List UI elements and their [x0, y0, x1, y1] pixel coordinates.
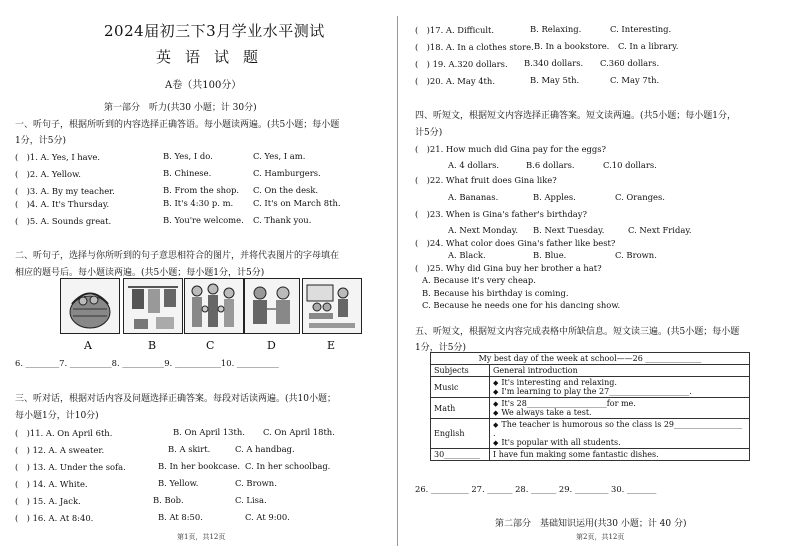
question-19-option-b: B.340 dollars. — [524, 58, 584, 68]
intro-cell — [490, 398, 750, 419]
intro-cell — [490, 377, 750, 398]
intro-line: We always take a test. — [501, 408, 592, 417]
table-header-row — [431, 365, 750, 377]
table-row — [431, 419, 750, 449]
picture-b-clothes — [123, 278, 183, 334]
part2-heading: 第二部分 基础知识运用(共30 小题；计 40 分) — [495, 519, 687, 529]
question-24: ( )24. What color does Gina's father like best? — [415, 238, 616, 248]
question-15-option-b: B. Bob. — [153, 495, 184, 505]
question-25-option-a: A. Because it's very cheap. — [422, 275, 536, 285]
question-11-option-c: C. On April 18th. — [263, 427, 335, 437]
question-21-option-b: B.6 dollars. — [526, 160, 575, 170]
table-row — [431, 449, 750, 461]
intro-line: It's interesting and relaxing. — [501, 378, 617, 387]
exam-subtitle: 英语试题 — [156, 48, 273, 66]
table-row — [431, 377, 750, 398]
question-2-option-c: C. Hamburgers. — [253, 168, 321, 178]
question-25-option-b: B. Because his birthday is coming. — [422, 288, 569, 298]
question-14-option-b: B. Yellow. — [158, 478, 199, 488]
intro-line: It's popular with all students. — [501, 438, 621, 447]
subject-cell: Math — [431, 398, 490, 419]
picture-label-e: E — [327, 339, 336, 352]
question-25-option-c: C. Because he needs one for his dancing show. — [422, 300, 621, 310]
best-day-table — [430, 352, 750, 461]
picture-label-b: B — [148, 339, 157, 352]
diamond-bullet-icon: ◆ — [493, 409, 499, 417]
question-18-option-c: C. In a library. — [618, 41, 679, 51]
question-23-option-a: A. Next Monday. — [448, 225, 519, 235]
paper-a-label: A卷（共100分） — [165, 80, 242, 91]
question-1-option-b: B. Yes, I do. — [163, 151, 213, 161]
question-2-option-b: B. Chinese. — [163, 168, 212, 178]
question-14: ( ) 14. A. White. — [15, 479, 88, 489]
question-14-option-c: C. Brown. — [235, 478, 277, 488]
question-5: ( )5. A. Sounds great. — [15, 216, 112, 226]
left-page — [0, 0, 396, 560]
sec3-instruction: 三、听对话，根据对话内容及问题选择正确答案。每段对话读两遍。(共10小题； — [15, 394, 336, 404]
intro-cell: I have fun making some fantastic dishes. — [490, 449, 750, 461]
picture-label-c: C — [206, 339, 215, 352]
question-21: ( )21. How much did Gina pay for the eggs? — [415, 144, 607, 154]
sec4-instruction-cont: 计5分) — [415, 128, 443, 138]
question-24-option-b: B. Blue. — [533, 250, 567, 260]
picture-d-people — [244, 278, 300, 334]
question-22: ( )22. What fruit does Gina like? — [415, 175, 557, 185]
question-13: ( ) 13. A. Under the sofa. — [15, 462, 126, 472]
picture-c-family — [184, 278, 244, 334]
answer-blanks-26-30[interactable]: 26. _________ 27. ______ 28. ______ 29. ________ 30. _______ — [415, 484, 657, 494]
question-20-option-b: B. May 5th. — [530, 75, 580, 85]
picture-label-a: A — [84, 339, 92, 352]
question-23-option-c: C. Next Friday. — [628, 225, 692, 235]
question-17: ( )17. A. Difficult. — [415, 25, 495, 35]
table-title: My best day of the week at school——26 ______________ — [431, 353, 750, 365]
diamond-bullet-icon: ◆ — [493, 439, 499, 447]
question-21-option-c: C.10 dollars. — [603, 160, 657, 170]
intro-line[interactable]: I'm learning to play the 27____________________. — [501, 387, 692, 396]
table-title-row — [431, 353, 750, 365]
question-17-option-b: B. Relaxing. — [530, 24, 582, 34]
intro-line[interactable]: It's 28____________________for me. — [501, 399, 636, 408]
question-23-option-b: B. Next Tuesday. — [533, 225, 605, 235]
exam-title: 2024届初三下3月学业水平测试 — [104, 22, 325, 40]
question-21-option-a: A. 4 dollars. — [448, 160, 500, 170]
sec2-instruction-cont: 相应的题号后。每小题读两遍。(共5小题；每小题1分，计5分) — [15, 268, 265, 278]
question-13-option-c: C. In her schoolbag. — [245, 461, 331, 471]
diamond-bullet-icon: ◆ — [493, 421, 499, 429]
question-20-option-c: C. May 7th. — [610, 75, 660, 85]
sec3-instruction-cont: 每小题1分，计10分) — [15, 411, 99, 421]
page-footer-left: 第1页，共12页 — [177, 533, 226, 541]
question-22-option-c: C. Oranges. — [615, 192, 665, 202]
diamond-bullet-icon: ◆ — [493, 400, 499, 408]
question-3: ( )3. A. By my teacher. — [15, 186, 115, 196]
question-23: ( )23. When is Gina's father's birthday? — [415, 209, 588, 219]
answer-blanks-6-10[interactable]: 6. ________7. __________8. __________9. ___________10. __________ — [15, 358, 279, 368]
question-1-option-c: C. Yes, I am. — [253, 151, 306, 161]
question-17-option-c: C. Interesting. — [610, 24, 672, 34]
table-header-subjects: Subjects — [431, 365, 490, 377]
subject-blank-30[interactable]: 30_________ — [431, 449, 490, 461]
question-4-option-b: B. It's 4:30 p. m. — [163, 198, 234, 208]
question-12-option-c: C. A handbag. — [235, 444, 295, 454]
question-24-option-c: C. Brown. — [615, 250, 657, 260]
question-3-option-b: B. From the shop. — [163, 185, 240, 195]
question-5-option-b: B. You're welcome. — [163, 215, 244, 225]
question-13-option-b: B. In her bookcase. — [158, 461, 240, 471]
question-19-option-c: C.360 dollars. — [600, 58, 660, 68]
sec2-instruction: 二、听句子，选择与你所听到的句子意思相符合的图片，并将代表图片的字母填在 — [15, 251, 340, 261]
question-1: ( )1. A. Yes, I have. — [15, 152, 101, 162]
sec4-instruction: 四、听短文，根据短文内容选择正确答案。短文读两遍。(共5小题；每小题1分， — [415, 111, 736, 121]
question-18-option-b: B. In a bookstore. — [534, 41, 610, 51]
subject-cell: English — [431, 419, 490, 449]
question-19: ( ) 19. A.320 dollars. — [415, 59, 508, 69]
question-2: ( )2. A. Yellow. — [15, 169, 81, 179]
question-11: ( )11. A. On April 6th. — [15, 428, 113, 438]
question-22-option-b: B. Apples. — [533, 192, 576, 202]
question-16-option-c: C. At 9:00. — [245, 512, 290, 522]
question-15-option-c: C. Lisa. — [235, 495, 267, 505]
question-15: ( ) 15. A. Jack. — [15, 496, 81, 506]
question-20: ( )20. A. May 4th. — [415, 76, 495, 86]
sec1-instruction: 一、听句子，根据所听到的内容选择正确答语。每小题读两遍。(共5小题；每小题 — [15, 120, 340, 130]
sec5-instruction-cont: 1分，计5分) — [415, 343, 466, 353]
part1-heading: 第一部分 听力(共30 小题；计 30分) — [104, 103, 257, 113]
page-footer-right: 第2页，共12页 — [576, 533, 625, 541]
question-12-option-b: B. A skirt. — [168, 444, 211, 454]
picture-e-classroom — [302, 278, 362, 334]
intro-cell — [490, 419, 750, 449]
diamond-bullet-icon: ◆ — [493, 379, 499, 387]
table-row — [431, 398, 750, 419]
question-4-option-c: C. It's on March 8th. — [253, 198, 341, 208]
question-12: ( ) 12. A. A sweater. — [15, 445, 105, 455]
subject-cell: Music — [431, 377, 490, 398]
sec1-instruction-cont: 1分，计5分) — [15, 136, 66, 146]
picture-label-d: D — [267, 339, 276, 352]
intro-line[interactable]: The teacher is humorous so the class is 29_________________ . — [493, 420, 743, 438]
question-18: ( )18. A. In a clothes store. — [415, 42, 534, 52]
question-16-option-b: B. At 8:50. — [158, 512, 203, 522]
question-11-option-b: B. On April 13th. — [173, 427, 245, 437]
diamond-bullet-icon: ◆ — [493, 388, 499, 396]
page-divider — [397, 16, 398, 546]
question-3-option-c: C. On the desk. — [253, 185, 319, 195]
table-header-intro: General introduction — [490, 365, 750, 377]
question-25: ( )25. Why did Gina buy her brother a hat? — [415, 263, 602, 273]
question-16: ( ) 16. A. At 8:40. — [15, 513, 94, 523]
question-5-option-c: C. Thank you. — [253, 215, 312, 225]
question-24-option-a: A. Black. — [448, 250, 486, 260]
sec5-instruction: 五、听短文，根据短文内容完成表格中所缺信息。短文读三遍。(共5小题；每小题 — [415, 327, 740, 337]
question-4: ( )4. A. It's Thursday. — [15, 199, 110, 209]
picture-a-basket — [60, 278, 120, 334]
right-page — [400, 0, 794, 560]
question-22-option-a: A. Bananas. — [448, 192, 499, 202]
